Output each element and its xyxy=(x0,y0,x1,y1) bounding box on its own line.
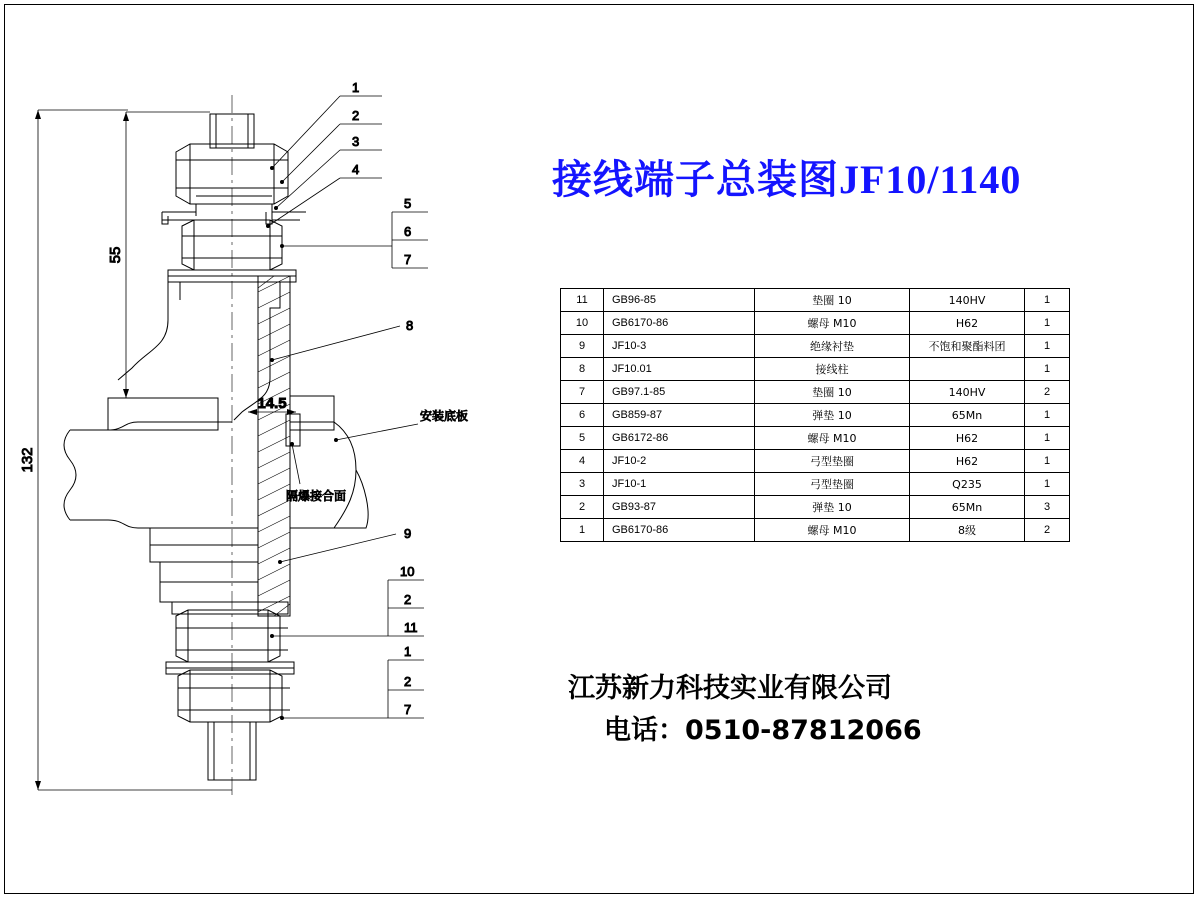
leader-label-10: 10 xyxy=(400,564,415,579)
cell-code: GB6172-86 xyxy=(604,427,755,450)
cell-no: 5 xyxy=(561,427,604,450)
leader-label-5: 5 xyxy=(404,196,412,211)
leader-9 xyxy=(278,534,396,564)
company-block xyxy=(568,668,1168,752)
cell-material: 65Mn xyxy=(910,404,1025,427)
table-row xyxy=(561,473,1070,496)
cell-no: 7 xyxy=(561,381,604,404)
cell-material: 140HV xyxy=(910,381,1025,404)
table-row xyxy=(561,335,1070,358)
assembly-drawing xyxy=(0,0,540,900)
cell-code: GB93-87 xyxy=(604,496,755,519)
mounting-plate xyxy=(64,422,368,528)
cell-no: 11 xyxy=(561,289,604,312)
leaders-lower xyxy=(270,580,424,638)
dimension-55 xyxy=(123,112,210,398)
cell-qty: 1 xyxy=(1025,335,1070,358)
cell-qty: 1 xyxy=(1025,289,1070,312)
leader-label-2-bottom: 2 xyxy=(404,674,412,689)
table-row xyxy=(561,289,1070,312)
cell-material: 不饱和聚酯料团 xyxy=(910,335,1025,358)
cell-code: GB96-85 xyxy=(604,289,755,312)
cell-no: 1 xyxy=(561,519,604,542)
leader-label-1-bottom: 1 xyxy=(404,644,412,659)
cell-qty: 1 xyxy=(1025,473,1070,496)
cell-name: 螺母 M10 xyxy=(755,427,910,450)
table-row xyxy=(561,404,1070,427)
cell-no: 4 xyxy=(561,450,604,473)
cell-code: GB6170-86 xyxy=(604,312,755,335)
cell-no: 6 xyxy=(561,404,604,427)
cell-name: 垫圈 10 xyxy=(755,381,910,404)
leader-label-11: 11 xyxy=(404,620,418,635)
cell-qty: 1 xyxy=(1025,358,1070,381)
parts-list-table xyxy=(560,288,1070,542)
flameproof-joint-label: 隔爆接合面 xyxy=(286,489,347,503)
upper-body xyxy=(118,282,280,420)
cell-material: 140HV xyxy=(910,289,1025,312)
cell-material: Q235 xyxy=(910,473,1025,496)
company-phone: 电话：0510-87812066 xyxy=(604,715,922,746)
cell-material: 65Mn xyxy=(910,496,1025,519)
leaders-bottom xyxy=(280,660,424,720)
cell-code: JF10-2 xyxy=(604,450,755,473)
cell-qty: 1 xyxy=(1025,312,1070,335)
cell-no: 10 xyxy=(561,312,604,335)
cell-code: GB859-87 xyxy=(604,404,755,427)
leader-label-7-bottom: 7 xyxy=(404,702,412,717)
cell-name: 接线柱 xyxy=(755,358,910,381)
insulator-hatch xyxy=(258,276,290,616)
parts-list-body xyxy=(561,289,1070,542)
cell-material: H62 xyxy=(910,450,1025,473)
cell-name: 螺母 M10 xyxy=(755,312,910,335)
leader-label-1-top: 1 xyxy=(352,80,360,95)
leader-label-2-lower: 2 xyxy=(404,592,412,607)
dimension-55-label: 55 xyxy=(107,246,124,264)
cell-qty: 1 xyxy=(1025,427,1070,450)
flameproof-detail xyxy=(286,396,334,446)
cell-name: 弓型垫圈 xyxy=(755,473,910,496)
cell-no: 9 xyxy=(561,335,604,358)
leader-label-8: 8 xyxy=(406,318,414,333)
leader-flameproof xyxy=(290,442,300,484)
cell-name: 绝缘衬垫 xyxy=(755,335,910,358)
leader-label-4-top: 4 xyxy=(352,162,360,177)
cell-no: 3 xyxy=(561,473,604,496)
cell-code: GB97.1-85 xyxy=(604,381,755,404)
cell-material: 8级 xyxy=(910,519,1025,542)
cell-material: H62 xyxy=(910,312,1025,335)
leader-mounting-plate xyxy=(334,424,418,442)
page-title: 接线端子总装图JF10/1140 xyxy=(552,157,1022,202)
leader-label-9: 9 xyxy=(404,526,412,541)
cell-no: 8 xyxy=(561,358,604,381)
cell-qty: 1 xyxy=(1025,450,1070,473)
table-row xyxy=(561,450,1070,473)
lower-body xyxy=(150,528,258,602)
company-name: 江苏新力科技实业有限公司 xyxy=(568,673,892,704)
cell-material: H62 xyxy=(910,427,1025,450)
dimension-132-label: 132 xyxy=(19,447,36,473)
cell-code: JF10.01 xyxy=(604,358,755,381)
cell-code: JF10-1 xyxy=(604,473,755,496)
leaders-top xyxy=(266,96,382,228)
cell-qty: 1 xyxy=(1025,404,1070,427)
cell-qty: 2 xyxy=(1025,519,1070,542)
cell-name: 弹垫 10 xyxy=(755,404,910,427)
cell-name: 螺母 M10 xyxy=(755,519,910,542)
lower-nut-stack xyxy=(166,602,294,780)
table-row xyxy=(561,312,1070,335)
cell-code: JF10-3 xyxy=(604,335,755,358)
table-row xyxy=(561,381,1070,404)
mounting-plate-label: 安装底板 xyxy=(420,409,469,423)
cell-qty: 3 xyxy=(1025,496,1070,519)
table-row xyxy=(561,519,1070,542)
cell-material xyxy=(910,358,1025,381)
leader-label-2-top: 2 xyxy=(352,108,360,123)
table-row xyxy=(561,496,1070,519)
cell-qty: 2 xyxy=(1025,381,1070,404)
cell-name: 垫圈 10 xyxy=(755,289,910,312)
cell-no: 2 xyxy=(561,496,604,519)
table-row xyxy=(561,358,1070,381)
leader-label-3-top: 3 xyxy=(352,134,360,149)
table-row xyxy=(561,427,1070,450)
dimension-14-5-label: 14.5 xyxy=(257,395,287,412)
cell-code: GB6170-86 xyxy=(604,519,755,542)
cell-name: 弓型垫圈 xyxy=(755,450,910,473)
leader-label-7: 7 xyxy=(404,252,412,267)
cell-name: 弹垫 10 xyxy=(755,496,910,519)
leader-label-6: 6 xyxy=(404,224,412,239)
